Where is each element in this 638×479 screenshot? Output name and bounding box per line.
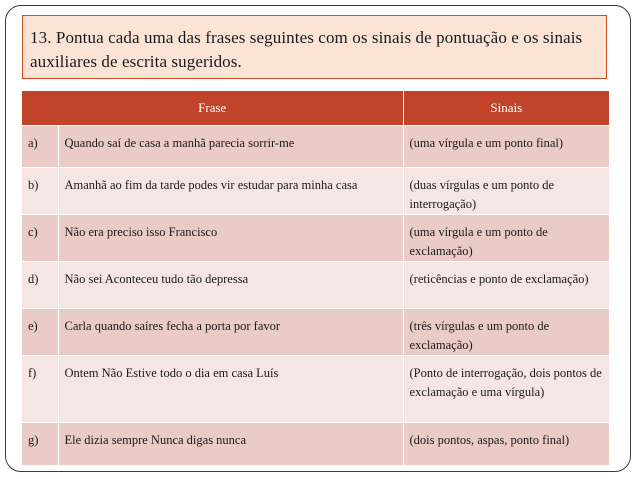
row-frase: Carla quando saíres fecha a porta por favor — [58, 309, 403, 356]
table-row — [22, 215, 609, 262]
row-sinais: (Ponto de interrogação, dois pontos de exclamação e uma vírgula) — [403, 356, 609, 423]
row-sinais: (uma vírgula e um ponto de exclamação) — [403, 215, 609, 262]
table-row — [22, 423, 609, 465]
table-row — [22, 168, 609, 215]
row-frase: Quando saí de casa a manhã parecia sorrir-me — [58, 126, 403, 168]
row-frase: Ontem Não Estive todo o dia em casa Luís — [58, 356, 403, 423]
row-frase: Amanhã ao fim da tarde podes vir estudar para minha casa — [58, 168, 403, 215]
table-row — [22, 126, 609, 168]
row-letter: e) — [22, 309, 58, 356]
row-frase: Ele dizia sempre Nunca digas nunca — [58, 423, 403, 465]
row-letter: g) — [22, 423, 58, 465]
table-header-row — [22, 91, 609, 126]
header-sinais: Sinais — [403, 91, 609, 126]
row-letter: b) — [22, 168, 58, 215]
row-sinais: (dois pontos, aspas, ponto final) — [403, 423, 609, 465]
table-row — [22, 356, 609, 423]
row-sinais: (duas vírgulas e um ponto de interrogação) — [403, 168, 609, 215]
exercise-instruction: 13. Pontua cada uma das frases seguintes com os sinais de pontuação e os sinais auxiliares de escrita sugeridos. — [22, 15, 607, 79]
row-letter: d) — [22, 262, 58, 309]
row-sinais: (reticências e ponto de exclamação) — [403, 262, 609, 309]
row-frase: Não era preciso isso Francisco — [58, 215, 403, 262]
table-row — [22, 262, 609, 309]
row-letter: a) — [22, 126, 58, 168]
row-sinais: (três vírgulas e um ponto de exclamação) — [403, 309, 609, 356]
row-letter: c) — [22, 215, 58, 262]
header-frase: Frase — [22, 91, 403, 126]
punctuation-table — [22, 91, 609, 465]
row-letter: f) — [22, 356, 58, 423]
row-sinais: (uma vírgula e um ponto final) — [403, 126, 609, 168]
row-frase: Não sei Aconteceu tudo tão depressa — [58, 262, 403, 309]
table-row — [22, 309, 609, 356]
